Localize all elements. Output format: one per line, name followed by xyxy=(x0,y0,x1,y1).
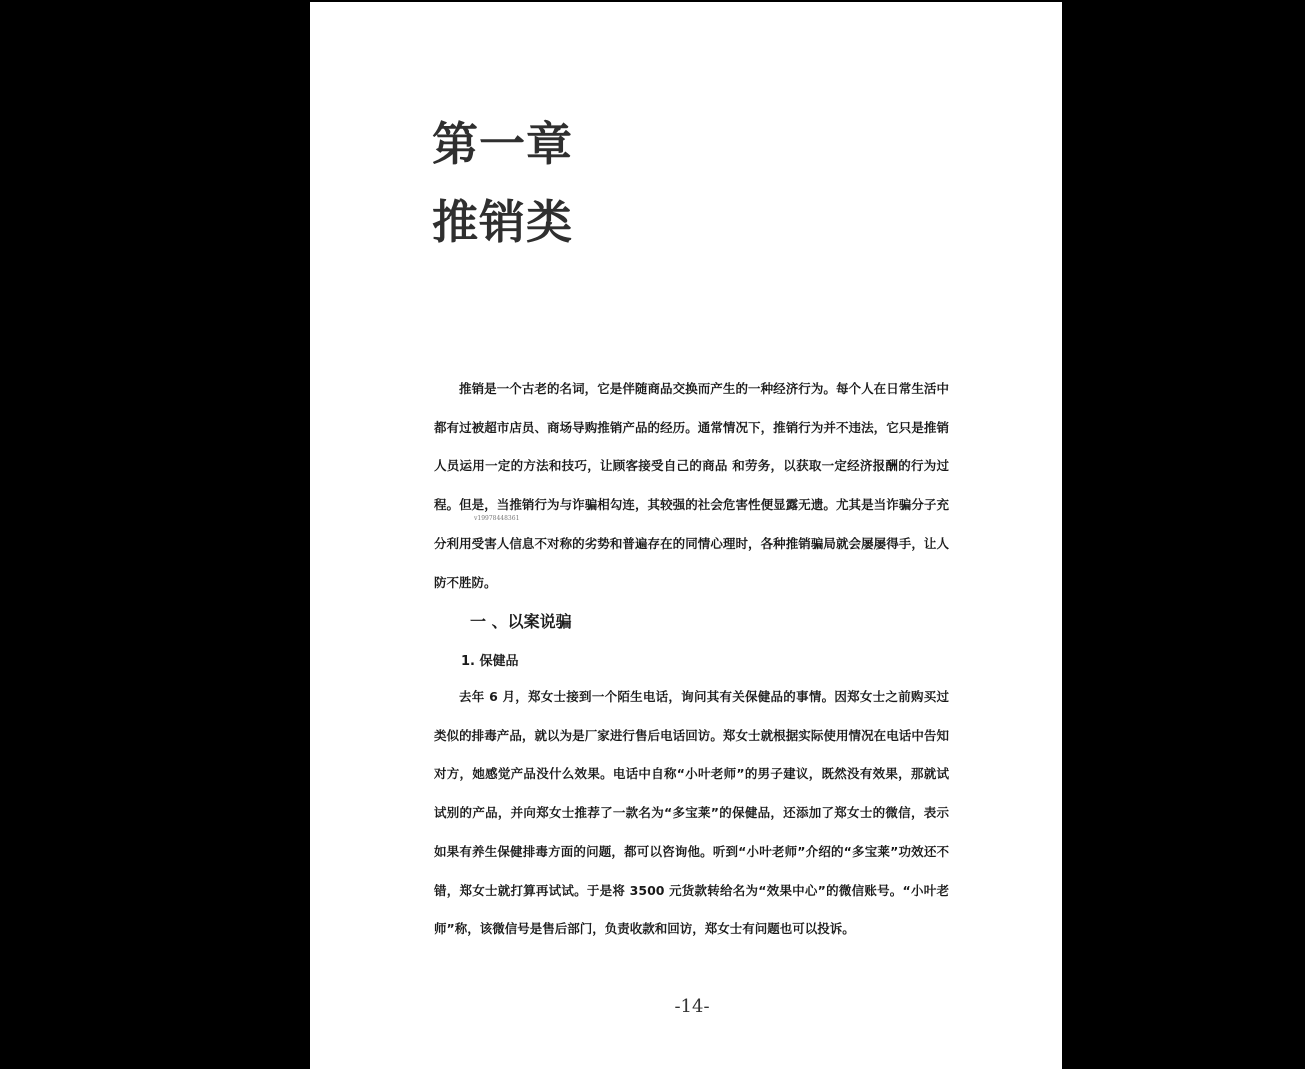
subsection-heading: 1. 保健品 xyxy=(461,654,519,669)
chapter-number: 第一章 xyxy=(432,117,573,171)
page-number: -14- xyxy=(674,996,710,1017)
case-paragraph: 去年 6 月，郑女士接到一个陌生电话，询问其有关保健品的事情。因郑女士之前购买过类似的排毒产品，就以为是厂家进行售后电话回访。郑女士就根据实际使用情况在电话中告知对方，她感觉产品没什么效果。电话中自称“小叶老师”的男子建议，既然没有效果，那就试试别的产品，并向郑女士推荐了一款名为“多宝莱”的保健品，还添加了郑女士的微信，表示如果有养生保健排毒方面的问题，都可以咨询他。听到“小叶老师”介绍的“多宝莱”功效还不错，郑女士就打算再试试。于是将 3500 元货款转给名为“效果中心”的微信账号。“小叶老师”称，该微信号是售后部门，负责收款和回访，郑女士有问题也可以投诉。 xyxy=(434,689,949,937)
section-heading: 一 、以案说骗 xyxy=(470,612,572,631)
intro-paragraph: 推销是一个古老的名词，它是伴随商品交换而产生的一种经济行为。每个人在日常生活中都有过被超市店员、商场导购推销产品的经历。通常情况下，推销行为并不违法，它只是推销人员运用一定的方法和技巧，让顾客接受自己的商品 和劳务，以获取一定经济报酬的行为过程。但是，当推销行为与诈骗相勾连，其较强的社会危害性便显露无遗。尤其是当诈骗分子充分利用受害人信息不对称的劣势和普遍存在的同情心理时，各种推销骗局就会屡屡得手，让人防不胜防。 xyxy=(434,381,949,590)
chapter-title: 推销类 xyxy=(432,195,573,249)
document-page xyxy=(310,2,1062,1069)
watermark-text: v19978448361 xyxy=(474,515,520,522)
